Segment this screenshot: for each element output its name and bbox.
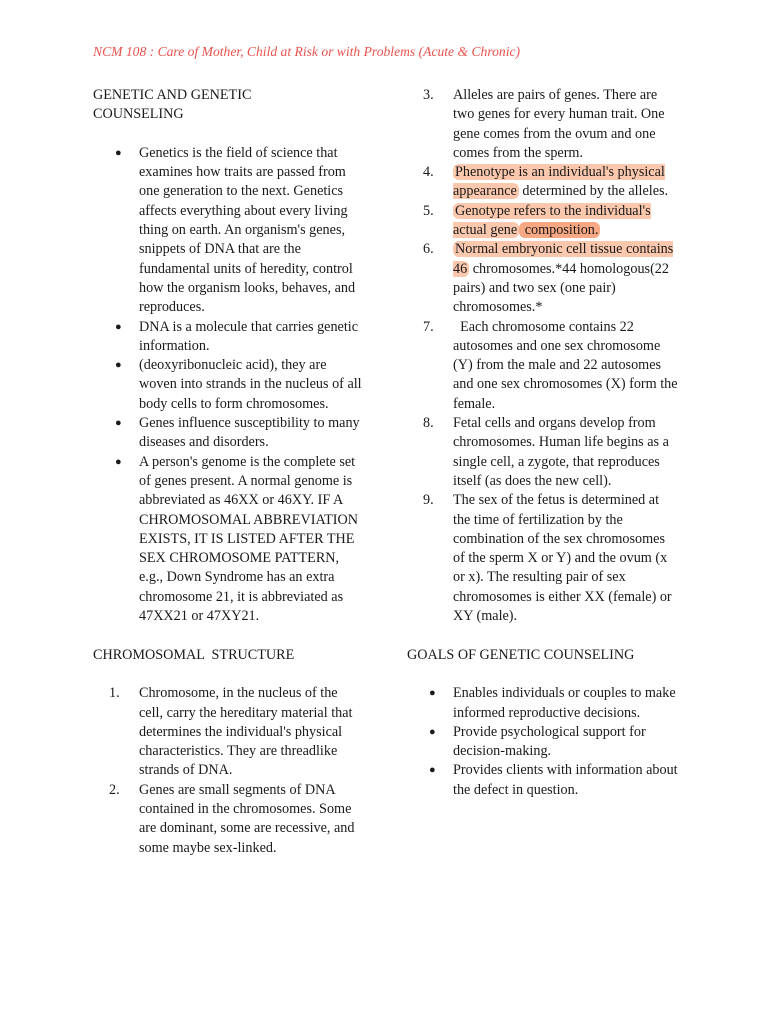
list-item: 7. Each chromosome contains 22 autosomes and one sex chromosome (Y) from the male and 22 autosomes and one sex chromosomes (X) form the female. — [423, 318, 682, 412]
list-item: 2. Genes are small segments of DNA contained in the chromosomes. Some are dominant, some are recessive, and some maybe sex-linked. — [109, 781, 355, 856]
heading-goals-genetic-counseling: GOALS OF GENETIC COUNSELING — [407, 646, 635, 663]
list-item: 1. Chromosome, in the nucleus of the cell, carry the hereditary material that determines the individual's physical characteristics. They are threadlike strands of DNA. — [109, 685, 353, 779]
highlight: Genotype refers to the individual's actual gene — [453, 202, 651, 239]
bullet-icon: ● — [115, 320, 122, 333]
list-item: 9. The sex of the fetus is determined at the time of fertilization by the combination of the sex chromosomes of the sperm X or Y) and the ovum (x or x). The resulting pair of sex chromosomes is either XX (female) or XY (male). — [423, 492, 672, 625]
bullet-icon: ● — [429, 725, 436, 738]
chromosomal-structure-list-continued — [407, 86, 682, 626]
bullet-icon: ● — [115, 417, 122, 430]
list-item: ● (deoxyribonucleic acid), they are woven into strands in the nucleus of all body cells to form chromosomes. — [115, 357, 362, 412]
list-item: 5. Genotype refers to the individual's actual gene composition. — [423, 202, 651, 239]
heading-genetic-counseling: GENETIC AND GENETIC COUNSELING — [93, 87, 252, 123]
list-item: 6. Normal embryonic cell tissue contains 46 chromosomes.*44 homologous(22 pairs) and two sex (one pair) chromosomes.* — [423, 241, 674, 316]
highlight: composition. — [521, 222, 599, 239]
list-item: ● Genes influence susceptibility to many diseases and disorders. — [115, 415, 360, 451]
highlight: Normal embryonic cell tissue contains 46 — [453, 241, 674, 277]
highlight: Phenotype is an individual's physical appearance — [453, 164, 665, 200]
bullet-icon: ● — [115, 455, 122, 468]
left-column — [93, 86, 365, 858]
list-item: ● A person's genome is the complete set of genes present. A normal genome is abbreviated as 46XX or 46XY. IF A CHROMOSOMAL ABBREVIATION EXISTS, IT IS LISTED AFTER THE SEX CHROMOSOME PATTERN, e.g., Down Syndrome has an extra chromosome 21, it is abbreviated as 47XX21 or 47XY21. — [115, 453, 359, 625]
bullet-icon: ● — [429, 687, 436, 700]
chromosomal-structure-list — [93, 684, 365, 858]
list-item: ● Provides clients with information about the defect in question. — [429, 762, 678, 798]
list-item: ● Provide psychological support for decision-making. — [429, 723, 646, 760]
bullet-icon: ● — [429, 764, 436, 777]
list-item: ● Enables individuals or couples to make informed reproductive decisions. — [429, 685, 676, 721]
list-item: 3. Alleles are pairs of genes. There are two genes for every human trait. One gene comes from the ovum and one comes from the sperm. — [423, 87, 665, 161]
bullet-icon: ● — [115, 146, 122, 159]
bullet-icon: ● — [115, 359, 122, 372]
list-item: 8. Fetal cells and organs develop from chromosomes. Human life begins as a single cell, a zygote, that reproduces itself (as does the new cell). — [423, 415, 669, 489]
goals-bullet-list — [407, 684, 679, 800]
list-item: ● Genetics is the field of science that examines how traits are passed from one generation to the next. Genetics affects everything about every living thing on earth. An organism's genes, snippets of DNA that are the fundamental units of heredity, control how the organism looks, behaves, and reproduces. — [115, 144, 356, 316]
genetics-bullet-list — [93, 144, 365, 626]
page-header: NCM 108 : Care of Mother, Child at Risk or with Problems (Acute & Chronic) — [93, 44, 521, 59]
list-item: 4. Phenotype is an individual's physical appearance determined by the alleles. — [423, 164, 669, 200]
list-item: ● DNA is a molecule that carries genetic information. — [115, 318, 359, 354]
heading-chromosomal-structure: CHROMOSOMAL STRUCTURE — [93, 646, 295, 663]
right-column — [407, 86, 682, 800]
